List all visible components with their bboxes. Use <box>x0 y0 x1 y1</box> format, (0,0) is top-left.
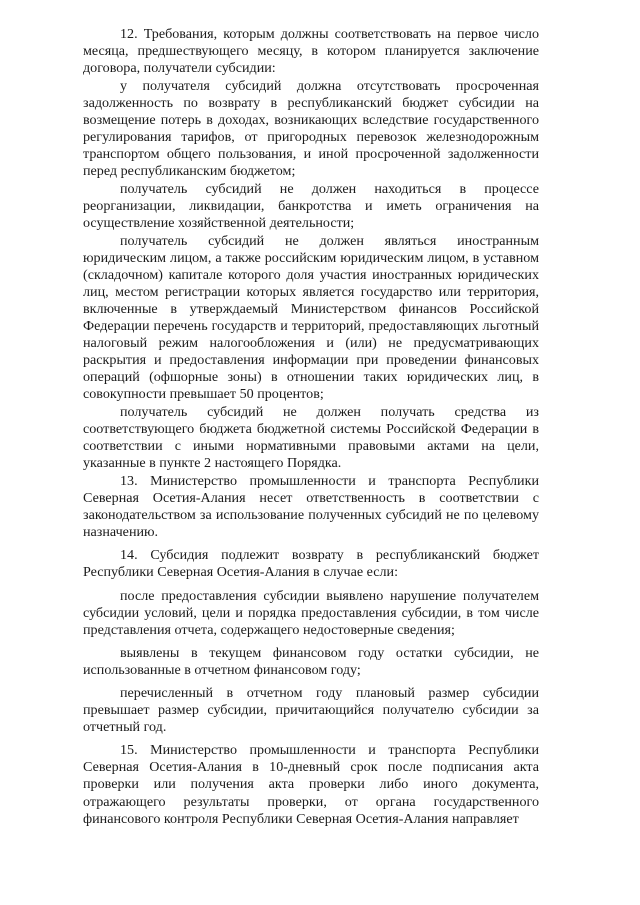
paragraph-requirement-no-other-funds: получатель субсидий не должен получать средства из соответствующего бюджета бюджетной системы Российской Федерации в соответствии с иными нормативными правовыми актами на цели, указанные в пункте 2 настоящего Порядка. <box>83 404 539 472</box>
paragraph-requirement-not-foreign: получатель субсидий не должен являться иностранным юридическим лицом, а также российским юридическим лицом, в уставном (складочном) капитале которого доля участия иностранных юридических лиц, местом регистрации которых является государство или территория, включенные в утверждаемый Министерством финансов Российской Федерации перечень государств и территорий, предоставляющих льготный налоговый режим налогообложения и (или) не предусматривающих раскрытия и предоставления информации при проведении финансовых операций (офшорные зоны) в отношении таких юридических лиц, в совокупности превышает 50 процентов; <box>83 232 539 403</box>
paragraph-14-return: 14. Субсидия подлежит возврату в республиканский бюджет Республики Северная Осетия-Алания в случае если: <box>83 547 539 581</box>
paragraph-12-intro: 12. Требования, которым должны соответствовать на первое число месяца, предшествующего месяцу, в котором планируется заключение договора, получатели субсидии: <box>83 26 539 77</box>
paragraph-13-responsibility: 13. Министерство промышленности и транспорта Республики Северная Осетия-Алания несет ответственность в соответствии с законодательством за использование полученных субсидий не по целевому назначению. <box>83 472 539 541</box>
paragraph-return-violation: после предоставления субсидии выявлено нарушение получателем субсидии условий, цели и порядка предоставления субсидии, в том числе представления отчета, содержащего недостоверные сведения; <box>83 587 539 638</box>
paragraph-requirement-no-debt: у получателя субсидий должна отсутствовать просроченная задолженность по возврату в республиканский бюджет субсидии на возмещение потерь в доходах, возникающих вследствие государственного регулирования тарифов, от пригородных перевозок железнодорожным транспортом общего пользования, и иной просроченной задолженности перед республиканским бюджетом; <box>83 77 539 180</box>
paragraph-return-excess: перечисленный в отчетном году плановый размер субсидии превышает размер субсидии, причитающийся получателю субсидии за отчетный год. <box>83 684 539 736</box>
paragraph-requirement-no-reorganization: получатель субсидий не должен находиться в процессе реорганизации, ликвидации, банкротства и иметь ограничения на осуществление хозяйственной деятельности; <box>83 180 539 232</box>
paragraph-return-remainder: выявлены в текущем финансовом году остатки субсидии, не использованные в отчетном финансовом году; <box>83 644 539 678</box>
paragraph-15-ministry: 15. Министерство промышленности и транспорта Республики Северная Осетия-Алания в 10-дневный срок после подписания акта проверки или получения акта проверки либо иного документа, отражающего результаты проверки, от органа государственного финансового контроля Республики Северная Осетия-Алания направляет <box>83 742 539 827</box>
